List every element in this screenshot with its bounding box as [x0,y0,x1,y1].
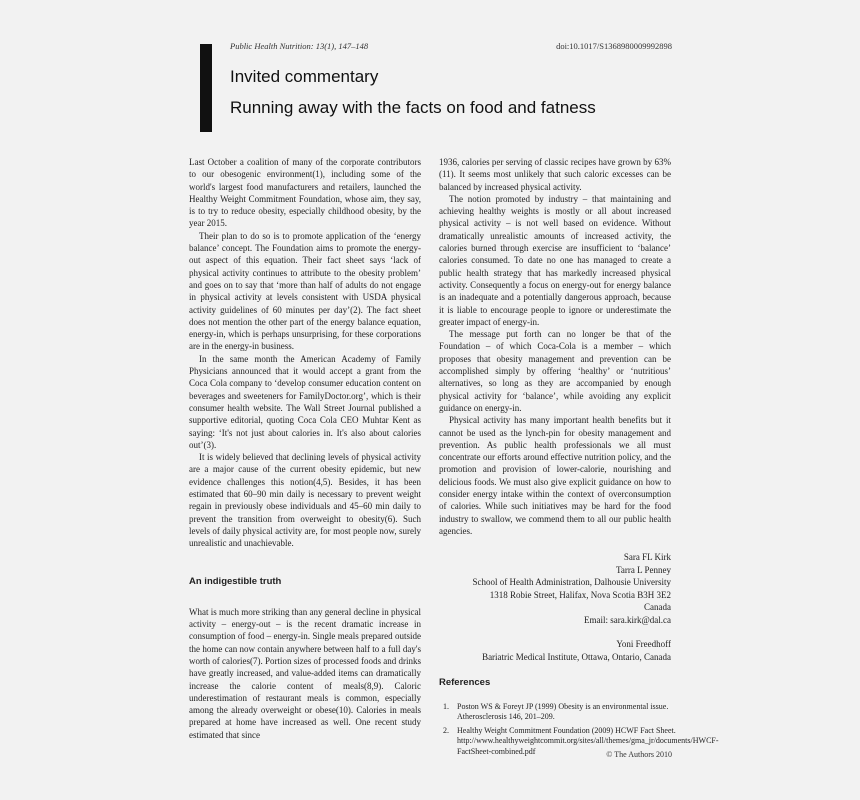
paragraph: Their plan to do so is to promote application of the ‘energy balance’ concept. The Foundation aims to promote the energy-out aspect of this equation. Their fact sheet says ‘lack of physical activity continues to attribute to the obesity problem’ and goes on to say that ‘more than half of adults do not engage in physical activity at levels consistent with USDA physical activity guidelines of 60 minutes per day’(2). The fact sheet does not mention the other part of the energy balance equation, energy-in, which is perhaps unsurprising, for these corporations are in the energy-in business. [189,230,421,352]
paragraph: In the same month the American Academy of Family Physicians announced that it would accept a grant from the Coca Cola company to ‘develop consumer education content on beverages and sweeteners for FamilyDoctor.org’, which is their consumer health website. The Wall Street Journal published a supportive editorial, quoting Coca Cola CEO Muhtar Kent as saying: ‘It's not just about calories in. It's also about calories out’(3). [189,353,421,450]
affiliation: Bariatric Medical Institute, Ottawa, Ontario, Canada [482,651,671,662]
paragraph: The notion promoted by industry – that maintaining and achieving healthy weights is mostly or all about increased physical activity – is not well based on evidence. Without dramatically unrealistic amounts of increased activity, the calories burned through exercise are insufficient to ‘balance’ calories consumed. To date no one has managed to create a public health strategy that has markedly increased physical activity. Consequently a focus on energy-out for energy balance is an inadequate and a potentially dangerous approach, because it is liable to encourage people to ignore or underestimate the greater impact of energy-in. [439,193,671,327]
reference-number: 2. [443,725,449,735]
affiliation: School of Health Administration, Dalhousie University [472,577,671,588]
paragraph: 1936, calories per serving of classic recipes have grown by 63%(11). It seems most unlikely that such caloric excesses can be balanced by increased physical activity. [439,157,671,192]
author-signature [439,551,671,663]
reference-text: Poston WS & Foreyt JP (1999) Obesity is an environmental issue. Atherosclerosis 146, 201–209. [457,701,669,721]
doi-link[interactable]: doi:10.1017/S1368980009992898 [556,41,672,51]
author-name: Tarra L Penney [615,564,671,575]
article-title: Running away with the facts on food and fatness [230,98,596,117]
affiliation: Canada [644,602,671,613]
journal-citation: Public Health Nutrition: 13(1), 147–148 [230,41,369,51]
references-list [439,701,719,758]
references-heading: References [439,677,491,689]
affiliation: 1318 Robie Street, Halifax, Nova Scotia B3H 3E2 [489,589,671,600]
reference-number: 1. [443,701,449,711]
left-column [189,156,421,741]
copyright-notice: © The Authors 2010 [606,750,672,759]
section-heading: An indigestible truth [189,575,282,587]
paragraph: Physical activity has many important health benefits but it cannot be used as the lynch-pin for obesity management and prevention. As public health professionals we all must concentrate our efforts around effective nutrition policy, and the promotion and provision of lower-calorie, nourishing and delicious foods. We must also give explicit guidance on how to consider energy intake within the context of overconsumption of calories. While such initiatives may be hard for the food industry to swallow, we commend them to all our public health agencies. [439,415,671,536]
paragraph: The message put forth can no longer be that of the Foundation – of which Coca-Cola is a member – which proposes that obesity management and prevention can be accomplished simply by offering ‘healthy’ or ‘nutritious’ alternatives, so long as they are accompanied by enough physical activity for ‘balance’, while avoiding any explicit guidance on energy-in. [439,329,671,413]
header-bar [200,44,212,132]
paragraph: It is widely believed that declining levels of physical activity are a major cause of the current obesity epidemic, but new evidence challenges this notion(4,5). Besides, it has been estimated that 60–90 min daily is necessary to prevent weight regain in previously obese individuals and 45–60 min daily to prevent the transition from overweight to obesity(6). Such levels of daily physical activity are, for most people now, surely unrealistic and unachievable. [189,452,421,549]
author-email[interactable]: Email: sara.kirk@dal.ca [583,614,671,625]
reference-text: Healthy Weight Commitment Foundation (2009) HCWF Fact Sheet. http://www.healthyweightcommit.org/sites/all/themes/gma_jr/documents/HWCF-FactSheet-combined.pdf [457,725,719,756]
paragraph: Last October a coalition of many of the corporate contributors to our obesogenic environment(1), including some of the world's largest food manufacturers and retailers, launched the Healthy Weight Commitment Foundation, whose aim, they say, is to try to reduce obesity, especially childhood obesity, by the year 2015. [189,157,421,229]
reference-item [439,702,671,723]
author-name: Sara FL Kirk [623,552,671,563]
author-name: Yoni Freedhoff [616,639,671,650]
article-type: Invited commentary [230,67,379,86]
right-column [439,156,719,760]
paragraph: What is much more striking than any general decline in physical activity – energy-out – is the recent dramatic increase in consumption of food – energy-in. Single meals prepared outside the home can now contain anywhere between half to a full day's worth of calories(7). Portion sizes of processed foods and drinks have greatly increased, and value-added items can dramatically increase the calorie content of meals(8,9). Caloric underestimation of restaurant meals is common, especially among the already overweight or obese(10). Calories in meals prepared at home have increased as well. One recent study estimated that since [189,606,421,740]
